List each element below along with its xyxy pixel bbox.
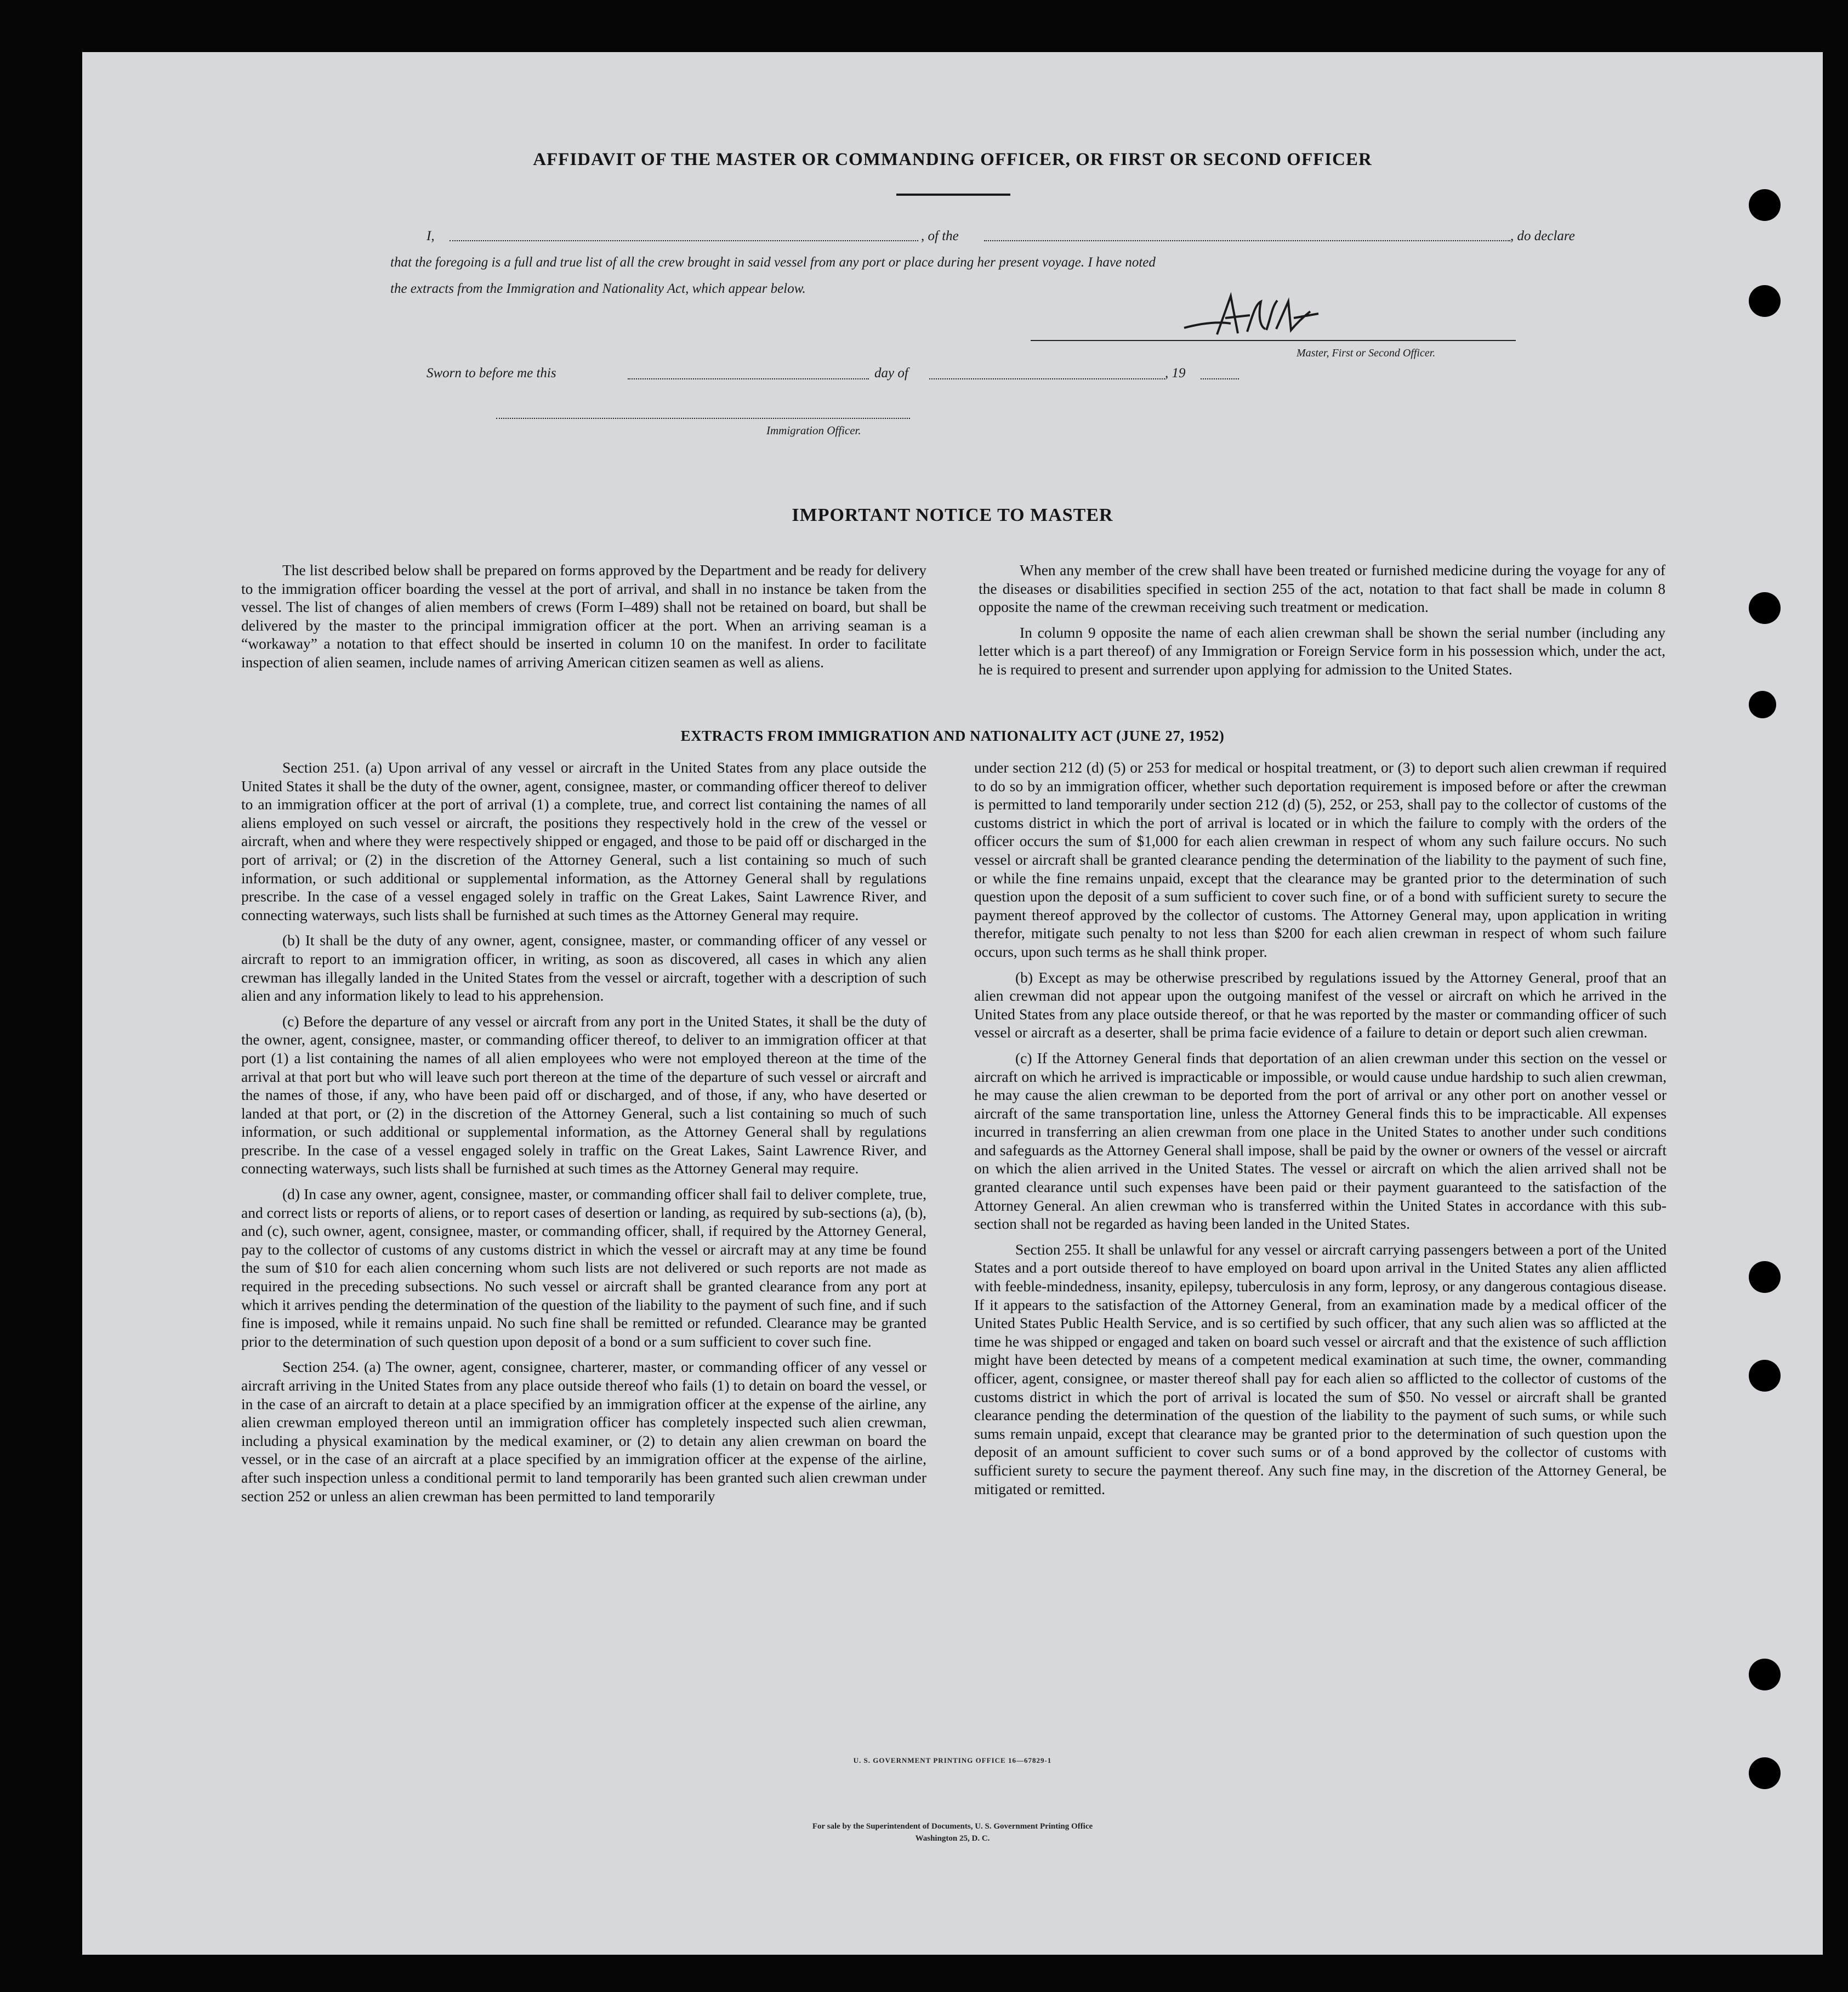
sworn-year-field[interactable] — [1201, 378, 1239, 379]
punch-hole — [1749, 189, 1781, 221]
section-254-c: (c) If the Attorney General finds that deportation of an alien crewman under this section on the vessel or aircraft on which he arrived is impracticable or impossible, or would cause undue hardship to such alien crewman, he may cause the alien crewman to be deported from the port of arrival or any other port on another vessel or aircraft of the same transportation line, unless the Attorney General finds this to be impracticable. All expenses incurred in transferring an alien crewman from one place in the United States to another under such conditions and safeguards as the Attorney General shall impose, shall be paid by the owner or owners of the vessel or aircraft on which the alien arrived in the United States. The vessel or aircraft on which the alien arrived shall not be granted clearance until such expenses have been paid or their payment guaranteed to the satisfaction of the Attorney General. An alien crewman who is transferred within the United States in accordance with this sub-section shall not be regarded as having been landed in the United States. — [974, 1049, 1667, 1233]
declarant-name-field[interactable] — [450, 240, 918, 241]
sale-notice-line-2: Washington 25, D. C. — [915, 1834, 990, 1843]
master-signature — [1179, 285, 1332, 345]
section-254-a: Section 254. (a) The owner, agent, consignee, charterer, master, or commanding officer of any vessel or aircraft arriving in the United States from any place outside thereof who fails (1) to detain on board the vessel, or in the case of an aircraft to detain at a place specified by an immigration officer at the expense of the airline, any alien crewman employed thereon until an immigration officer has completely inspected such alien crewman, including a physical examination by the medical examiner, or (2) to detain any alien crewman on board the vessel, or in the case of an aircraft at a place specified by an immigration officer at the expense of the airline, after such inspection unless a conditional permit to land temporarily has been granted such alien crewman under section 252 or unless an alien crewman has been permitted to land temporarily — [241, 1358, 926, 1505]
sworn-before-label: Sworn to before me this — [427, 366, 556, 381]
sworn-day-of-label: day of — [874, 366, 908, 381]
title-rule — [896, 194, 1010, 196]
affidavit-i-label: I, — [427, 229, 435, 243]
sworn-year-label: , 19 — [1165, 366, 1186, 381]
affidavit-statement-line-2: the extracts from the Immigration and Nationality Act, which appear below. — [390, 281, 806, 296]
affidavit-of-the-label: , of the — [921, 229, 959, 243]
punch-hole — [1749, 1261, 1781, 1293]
extracts-right-column — [974, 758, 1667, 1498]
signature-line[interactable] — [1031, 340, 1516, 341]
sworn-day-field[interactable] — [628, 378, 869, 379]
section-251-b: (b) It shall be the duty of any owner, agent, consignee, master, or commanding officer of any vessel or aircraft to report to an immigration officer, in writing, as soon as discovered, all cases in which any alien crewman has illegally landed in the United States from the vessel or aircraft, together with a description of such alien and any information likely to lead to his apprehension. — [241, 932, 926, 1004]
sworn-month-field[interactable] — [929, 378, 1165, 379]
immigration-officer-line[interactable] — [496, 418, 910, 419]
sale-notice-line-1: For sale by the Superintendent of Documents, U. S. Government Printing Office — [812, 1822, 1093, 1831]
section-251-d: (d) In case any owner, agent, consignee, master, or commanding officer shall fail to deliver complete, true, and correct lists or reports of aliens, or to report cases of desertion or landing, as required by sub-sections (a), (b), and (c), such owner, agent, consignee, master, or commanding officer, shall, if required by the Attorney General, pay to the collector of customs of any customs district in which the vessel or aircraft may at any time be found the sum of $10 for each alien concerning whom such lists are not delivered or such reports are not made as required in the preceding subsections. No such vessel or aircraft shall be granted clearance from any port at which it arrives pending the determination of the question of the liability to the payment of such fine, and if such fine is imposed, while it remains unpaid. No such fine shall be remitted or refunded. Clearance may be granted prior to the determination of such question upon deposit of a bond or a sum sufficient to cover such fine. — [241, 1185, 926, 1350]
notice-right-paragraph-1: When any member of the crew shall have been treated or furnished medicine during the voyage for any of the diseases or disabilities specified in section 255 of the act, notation to that fact shall be made in column 8 opposite the name of the crewman receiving such treatment or medication. — [979, 561, 1665, 616]
section-254-b: (b) Except as may be otherwise prescribed by regulations issued by the Attorney General, proof that an alien crewman did not appear upon the outgoing manifest of the vessel or aircraft on which he arrived in the United States from any place outside thereof, or that he was reported by the master or commanding officer of such vessel or aircraft as a deserter, shall be prima facie evidence of a failure to detain or deport such alien crewman. — [974, 968, 1667, 1041]
punch-hole — [1749, 691, 1776, 718]
affidavit-statement-line-1: that the foregoing is a full and true list of all the crew brought in said vessel from any port or place during her present voyage. I have noted — [390, 255, 1156, 270]
notice-title: IMPORTANT NOTICE TO MASTER — [792, 505, 1113, 525]
notice-right-paragraph-2: In column 9 opposite the name of each alien crewman shall be shown the serial number (including any letter which is a part thereof) of any Immigration or Foreign Service form in his possession which, under the act, he is required to present and surrender upon applying for admission to the United States. — [979, 623, 1665, 678]
section-255: Section 255. It shall be unlawful for any vessel or aircraft carrying passengers between a port of the United States and a port outside thereof to have employed on board upon arrival in the United States any alien afflicted with feeble-mindedness, insanity, epilepsy, tuberculosis in any form, leprosy, or any dangerous contagious disease. If it appears to the satisfaction of the Attorney General, from an examination made by a medical officer of the United States Public Health Service, and is so certified by such officer, that any such alien was so afflicted at the time he was shipped or engaged and taken on board such vessel or aircraft and that the existence of such affliction might have been detected by means of a competent medical examination at such time, the owner, commanding officer, agent, consignee, or master thereof shall pay for each alien so afflicted to the collector of customs of the customs district in which the port of arrival is located the sum of $50. No vessel or aircraft shall be granted clearance pending the determination of the question of the liability to the payment of such sums, or while such sums remain unpaid, except that clearance may be granted prior to the determination of such question upon the deposit of an amount sufficient to cover such sums or of a bond approved by the collector of customs with sufficient surety to secure the payment thereof. Any such fine may, in the discretion of the Attorney General, be mitigated or remitted. — [974, 1240, 1667, 1497]
punch-hole — [1749, 1659, 1781, 1690]
punch-hole — [1749, 1757, 1781, 1789]
affidavit-title: AFFIDAVIT OF THE MASTER OR COMMANDING OFFICER, OR FIRST OR SECOND OFFICER — [533, 150, 1372, 169]
form-page — [82, 52, 1823, 1955]
affidavit-do-declare-label: , do declare — [1510, 229, 1575, 243]
section-254-a-continued: under section 212 (d) (5) or 253 for medical or hospital treatment, or (3) to deport such alien crewman if required to do so by an immigration officer, whether such deportation requirement is imposed before or after the crewman is permitted to land temporarily under section 212 (d) (5), 252, or 253, shall pay to the collector of customs of the customs district in which the port of arrival is located or in which the failure to comply with the orders of the officer occurs the sum of $1,000 for each alien crewman in respect of whom any such failure occurs. No such vessel or aircraft shall be granted clearance pending the determination of the liability to the payment of such fine, or while the fine remains unpaid, except that the clearance may be granted prior to the determination of such question upon the deposit of a sum sufficient to cover such fine, or of a bond with sufficient surety to secure the payment thereof approved by the collector of customs. The Attorney General may, upon application in writing therefor, mitigate such penalty to not less than $200 for each alien crewman in respect of whom such failure occurs, upon such terms as he shall think proper. — [974, 759, 1667, 960]
section-251-c: (c) Before the departure of any vessel or aircraft from any port in the United States, it shall be the duty of the owner, agent, consignee, master, or commanding officer thereof, to deliver to an immigration officer at that port (1) a list containing the names of all alien employees who were not employed thereon at the time of the arrival at that port but who will leave such port thereon at the time of the departure of such vessel or aircraft and the names of those, if any, who have been paid off or discharged, and of those, if any, who have deserted or landed at that port, or (2) in the discretion of the Attorney General, such a list containing so much of such information, or such additional or supplemental information, as the Attorney General shall by regulations prescribe. In the case of a vessel engaged solely in traffic on the Great Lakes, Saint Lawrence River, and connecting waterways, such lists shall be furnished at such times as the Attorney General may require. — [241, 1012, 926, 1177]
section-251-a: Section 251. (a) Upon arrival of any vessel or aircraft in the United States from any place outside the United States it shall be the duty of the owner, agent, consignee, master, or commanding officer thereof to deliver to an immigration officer at the port of arrival (1) a complete, true, and correct list containing the names of all aliens employed on such vessel or aircraft, the positions they respectively hold in the crew of the vessel or aircraft, when and where they were respectively shipped or engaged, and those to be paid off or discharged in the port of arrival; or (2) in the discretion of the Attorney General, such a list containing so much of such information, or such additional or supplemental information, as the Attorney General shall by regulations prescribe. In the case of a vessel engaged solely in traffic on the Great Lakes, Saint Lawrence River, and connecting waterways, such lists shall be furnished at such times as the Attorney General may require. — [241, 759, 926, 923]
notice-left-paragraph: The list described below shall be prepared on forms approved by the Department and be ready for delivery to the immigration officer boarding the vessel at the port of arrival, and shall in no instance be taken from the vessel. The list of changes of alien members of crews (Form I–489) shall not be retained on board, but shall be delivered by the master to the principal immigration officer at the port. When an arriving seaman is a “workaway” a notation to that effect should be inserted in column 10 on the manifest. In order to facilitate inspection of alien seamen, include names of arriving American citizen seamen as well as aliens. — [241, 561, 926, 671]
signature-caption: Master, First or Second Officer. — [1297, 347, 1436, 359]
notice-left-column — [241, 561, 926, 672]
punch-hole — [1749, 1360, 1781, 1392]
punch-hole — [1749, 285, 1781, 317]
extracts-left-column — [241, 758, 926, 1505]
vessel-name-field[interactable] — [984, 240, 1510, 241]
punch-hole — [1749, 592, 1781, 624]
immigration-officer-caption: Immigration Officer. — [766, 424, 861, 437]
printing-office-imprint: U. S. GOVERNMENT PRINTING OFFICE 16—67829-1 — [853, 1756, 1052, 1764]
notice-right-column — [979, 561, 1665, 679]
extracts-title: EXTRACTS FROM IMMIGRATION AND NATIONALITY ACT (JUNE 27, 1952) — [680, 728, 1225, 744]
